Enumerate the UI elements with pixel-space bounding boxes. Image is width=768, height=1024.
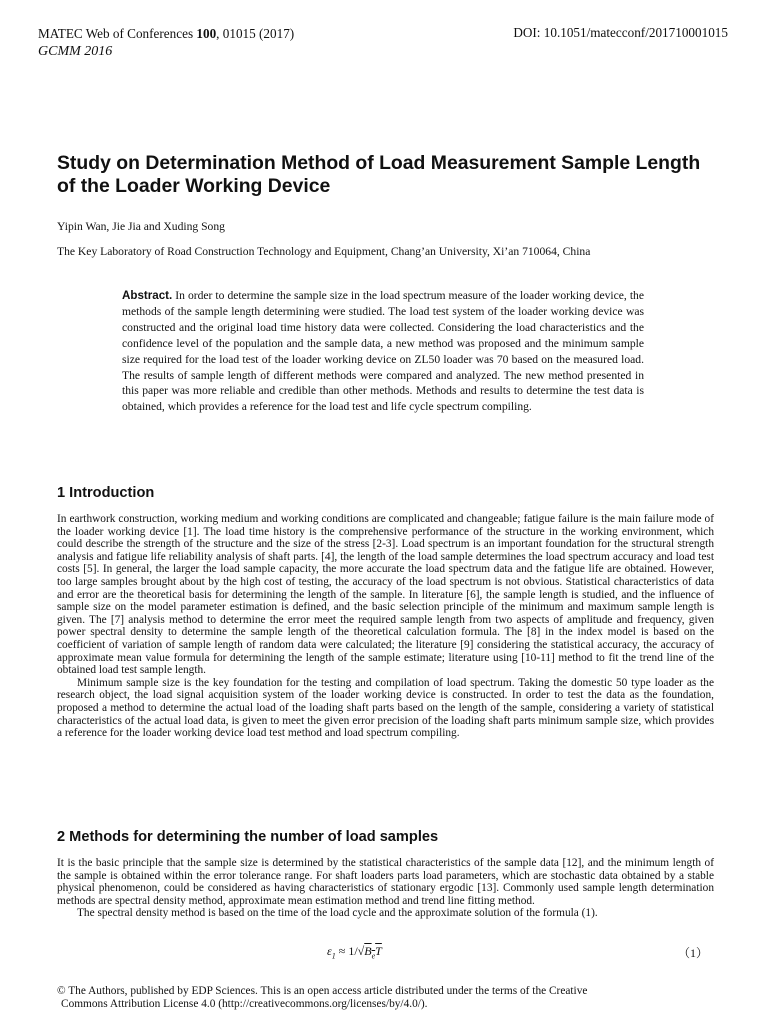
paragraph: The spectral density method is based on the time of the load cycle and the approximate solution of the formula (1). bbox=[77, 907, 598, 920]
license-line: Commons Attribution License 4.0 (http://creativecommons.org/licenses/by/4.0/). bbox=[61, 997, 428, 1010]
abstract-label: Abstract. bbox=[122, 289, 173, 302]
abstract-text: In order to determine the sample size in the load spectrum measure of the loader working device, the methods of the sample length determining were studied. The load test system of the loader working device was constructed and the original load time history data were collected. Considering the load characteristics and the confidence level of the population and the sample data, a new method was proposed and the minimum sample size required for the load test of the loader working device on ZL50 loader was 70 based on the measured load. The results of sample length of different methods were compared and analyzed. The new method presented in this paper was more reliable and credible than other methods. Methods and results to determine the test data is obtained, which provides a reference for the load test and life cycle spectrum compiling. bbox=[122, 289, 644, 414]
author-list: Yipin Wan, Jie Jia and Xuding Song bbox=[57, 220, 225, 233]
doi: DOI: 10.1051/matecconf/201710001015 bbox=[513, 25, 728, 40]
equation-term-subscript: e bbox=[371, 951, 376, 961]
journal-citation bbox=[38, 25, 294, 43]
section-heading-introduction: 1 Introduction bbox=[57, 485, 155, 501]
equation-1 bbox=[327, 944, 382, 960]
license-line: © The Authors, published by EDP Sciences. This is an open access article distributed under the terms of the Creative bbox=[57, 985, 588, 997]
affiliation: The Key Laboratory of Road Construction Technology and Equipment, Chang’an University, Xi’an 710064, China bbox=[57, 245, 591, 258]
article-number-year: , 01015 (2017) bbox=[216, 26, 295, 41]
section-methods-body bbox=[57, 857, 714, 920]
equation-number: （1） bbox=[677, 946, 708, 960]
running-header-left bbox=[38, 25, 294, 61]
equation-term: B bbox=[364, 944, 372, 958]
equation-term-t: T bbox=[375, 944, 382, 958]
journal-volume: 100 bbox=[196, 26, 217, 41]
license-footnote bbox=[57, 985, 714, 1011]
journal-name: MATEC Web of Conferences bbox=[38, 26, 194, 41]
paper-title: Study on Determination Method of Load Measurement Sample Length of the Loader Working Device bbox=[57, 152, 701, 197]
paragraph: In earthwork construction, working medium and working conditions are complicated and changeable; fatigue failure is the main failure mode of the loader working device [1]. The load time history is the comprehensive performance of the structure in the working environment, which could describe the strength of the structure and the size of the stress [2-3]. Load spectrum is an important foundation for the structural strength analysis and fatigue life reliability analysis of shaft parts. [4], the length of the load sample determines the load spectrum accuracy and load test costs [5]. In general, the larger the load sample capacity, the more accurate the load spectrum data and the fatigue life are obtained. However, too large samples brought about by the high cost of testing, the accuracy of the load spectrum is not obvious. Statistical characteristics of data and error are the theoretical basis for determining the length of the sample. In literature [6], the sample length is studied, and the influence of sample size on the model parameter estimation is defined, and the basic selection principle of the minimum and maximum sample length is given. The [7] analysis method to determine the error meet the required sample length from two aspects of amplitude and frequency, given power spectral density to determine the sample length of the theoretical calculation formula. The [8] in the index model is based on the coefficient of variation of sample length of random data were calculated; the literature [9] considering the statistical accuracy, the accuracy of approximate mean value formula for determining the length of the sample estimate; literature using [10-11] method to fit the trend line of the obtained load test sample length. bbox=[57, 513, 714, 677]
section-introduction-body bbox=[57, 513, 714, 740]
equation-operator: ≈ 1/√ bbox=[335, 944, 365, 958]
paragraph: Minimum sample size is the key foundation for the testing and compilation of load spectrum. Taking the domestic 50 type loader as the research object, the load signal acquisition system of the loader working device is constructed. In order to test the data as the foundation, proposed a method to determine the actual load of the loading shaft parts based on the length of the sample, considering a variety of statistical characteristics of the actual load data, is given to meet the given error precision of the loading shaft parts minimum sample size, which provides a reference for the loader working device load test method and load spectrum compiling. bbox=[57, 676, 714, 740]
paragraph: It is the basic principle that the sample size is determined by the statistical characteristics of the sample data [12], and the minimum length of the sample is obtained within the error tolerance range. For shaft loaders parts load parameters, which are stochastic data obtained by a stable physical phenomenon, could be considered as having characteristics of stationary ergodic [13]. Commonly used sample length determination methods are spectral density method, approximate mean estimation method and trend line fitting method. bbox=[57, 857, 714, 907]
abstract bbox=[122, 288, 644, 415]
equation-symbol: ε bbox=[327, 944, 332, 958]
section-heading-methods: 2 Methods for determining the number of load samples bbox=[57, 829, 439, 845]
equation-subscript: 1 bbox=[331, 951, 336, 961]
conference-name: GCMM 2016 bbox=[38, 44, 113, 59]
